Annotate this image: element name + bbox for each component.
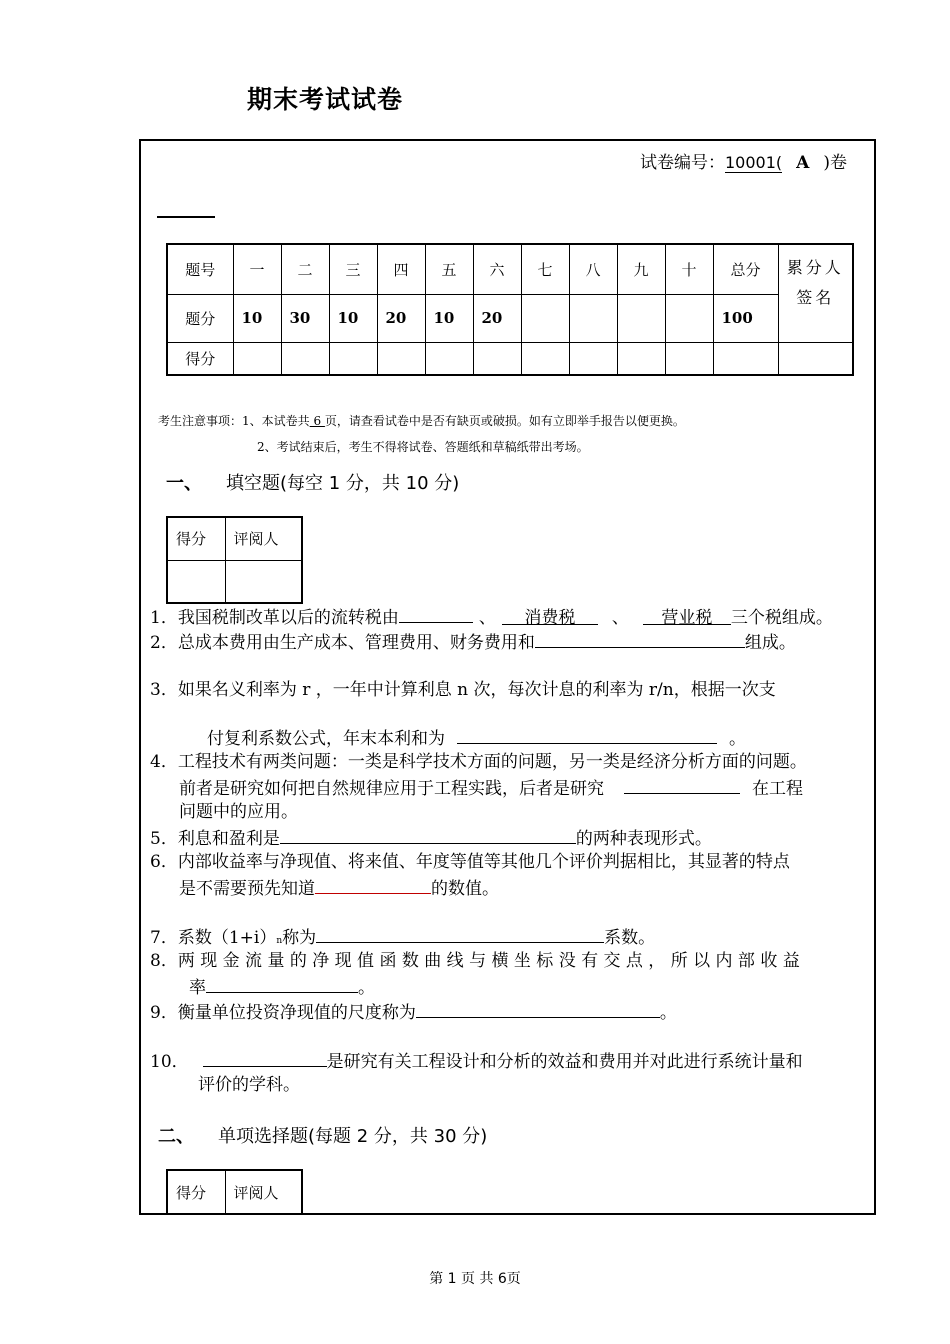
question-number: 八 <box>569 244 617 294</box>
section-2-number: 二、 <box>158 1126 194 1147</box>
answer-blank[interactable] <box>203 1048 327 1067</box>
score-label: 得分 <box>167 517 225 560</box>
row-label: 题号 <box>167 244 233 294</box>
answer-filled[interactable]: 营业税 <box>643 606 731 625</box>
name-underline <box>157 216 215 218</box>
question-number: 十 <box>665 244 713 294</box>
score-table-score-row <box>167 343 853 375</box>
question-number: 六 <box>473 244 521 294</box>
page-footer: 第 1 页 共 6页 <box>429 1271 521 1287</box>
answer-blank[interactable] <box>624 775 740 794</box>
answer-blank[interactable] <box>416 999 660 1018</box>
row-label: 得分 <box>167 343 233 375</box>
question-9: 9．衡量单位投资净现值的尺度称为 。 <box>150 999 677 1025</box>
question-4-line-3: 问题中的应用。 <box>179 802 298 822</box>
score-cell[interactable] <box>665 343 713 375</box>
score-table-points-row <box>167 294 853 343</box>
question-points <box>665 294 713 343</box>
grader-label: 评阅人 <box>225 517 302 560</box>
question-number: 四 <box>377 244 425 294</box>
question-7: 7．系数（1+i）n称为 系数。 <box>150 924 655 953</box>
answer-blank[interactable] <box>280 825 576 844</box>
score-cell[interactable] <box>281 343 329 375</box>
total-points: 100 <box>713 294 778 343</box>
question-points: 10 <box>329 294 377 343</box>
section-2-title: 单项选择题(每题 2 分，共 30 分) <box>218 1126 488 1147</box>
question-points: 20 <box>473 294 521 343</box>
score-cell[interactable] <box>521 343 569 375</box>
question-number: 一 <box>233 244 281 294</box>
question-4-line-2: 前者是研究如何把自然规律应用于工程实践，后者是研究 在工程 <box>179 775 803 801</box>
paper-number <box>640 148 847 173</box>
grader-label: 评阅人 <box>225 1170 302 1214</box>
total-score-cell[interactable] <box>713 343 778 375</box>
question-number: 三 <box>329 244 377 294</box>
answer-filled[interactable]: 消费税 <box>502 606 598 625</box>
question-10-line-2: 评价的学科。 <box>198 1075 300 1095</box>
question-6-line-2: 是不需要预先知道 的数值。 <box>179 875 499 901</box>
question-3-line-2: 付复利系数公式，年末本利和为 。 <box>207 725 746 751</box>
section-2-heading <box>158 1122 487 1148</box>
section-1-grader-box <box>166 516 303 604</box>
section-2-grader-box <box>166 1169 303 1215</box>
question-1: 1．我国税制改革以后的流转税由 、 消费税 、 营业税 三个税组成。 <box>150 604 833 630</box>
question-points <box>569 294 617 343</box>
question-6: 6．内部收益率与净现值、将来值、年度等值等其他几个评价判据相比，其显著的特点 <box>150 852 790 872</box>
answer-blank[interactable] <box>535 629 745 648</box>
question-4: 4．工程技术有两类问题：一类是科学技术方面的问题，另一类是经济分析方面的问题。 <box>150 752 807 772</box>
question-points: 10 <box>233 294 281 343</box>
score-table <box>166 243 854 376</box>
score-table-header-row <box>167 244 853 294</box>
answer-blank[interactable] <box>457 725 717 744</box>
section-1-heading <box>166 469 459 495</box>
score-cell[interactable] <box>233 343 281 375</box>
answer-blank[interactable] <box>315 875 431 894</box>
paper-number-label: 试卷编号： <box>640 153 725 173</box>
answer-blank[interactable] <box>399 604 473 623</box>
score-label: 得分 <box>167 1170 225 1214</box>
paper-version: A <box>796 153 810 173</box>
notice-line-1: 考生注意事项：1、本试卷共 6 页，请查看试卷中是否有缺页或破损。如有立即举手报告以便更换。 <box>158 414 685 428</box>
question-points <box>521 294 569 343</box>
question-3: 3．如果名义利率为 r ，一年中计算利息 n 次，每次计息的利率为 r/n，根据一次支 <box>150 680 776 700</box>
question-8-line-2: 率 。 <box>189 974 375 1000</box>
question-5: 5．利息和盈利是 的两种表现形式。 <box>150 825 712 851</box>
score-cell[interactable] <box>473 343 521 375</box>
section-1-score-cell[interactable] <box>167 560 225 603</box>
row-label: 题分 <box>167 294 233 343</box>
total-label: 总分 <box>713 244 778 294</box>
answer-blank[interactable] <box>206 974 358 993</box>
signer-label: 累分人签名 <box>778 244 853 343</box>
question-number: 七 <box>521 244 569 294</box>
question-number: 五 <box>425 244 473 294</box>
section-1-number: 一、 <box>166 473 202 494</box>
score-cell[interactable] <box>425 343 473 375</box>
question-10: 10． 是研究有关工程设计和分析的效益和费用并对此进行系统计量和 <box>150 1048 803 1074</box>
exam-title: 期末考试试卷 <box>247 85 404 114</box>
question-points <box>617 294 665 343</box>
paper-number-value: 10001( <box>725 153 783 172</box>
paper-version-suffix: )卷 <box>823 153 847 173</box>
section-1-title: 填空题(每空 1 分，共 10 分) <box>226 473 460 494</box>
signer-cell[interactable] <box>778 343 853 375</box>
score-cell[interactable] <box>377 343 425 375</box>
score-cell[interactable] <box>617 343 665 375</box>
section-1-grader-cell[interactable] <box>225 560 302 603</box>
question-8: 8．两 现 金 流 量 的 净 现 值 函 数 曲 线 与 横 坐 标 没 有 交 点 ， 所 以 内 部 收 益 <box>150 951 800 971</box>
question-2: 2．总成本费用由生产成本、管理费用、财务费用和 组成。 <box>150 629 796 655</box>
answer-blank[interactable] <box>316 924 604 943</box>
notice-line-2: 2、考试结束后，考生不得将试卷、答题纸和草稿纸带出考场。 <box>257 440 589 454</box>
question-points: 20 <box>377 294 425 343</box>
question-number: 二 <box>281 244 329 294</box>
question-points: 10 <box>425 294 473 343</box>
score-cell[interactable] <box>329 343 377 375</box>
question-number: 九 <box>617 244 665 294</box>
question-points: 30 <box>281 294 329 343</box>
score-cell[interactable] <box>569 343 617 375</box>
